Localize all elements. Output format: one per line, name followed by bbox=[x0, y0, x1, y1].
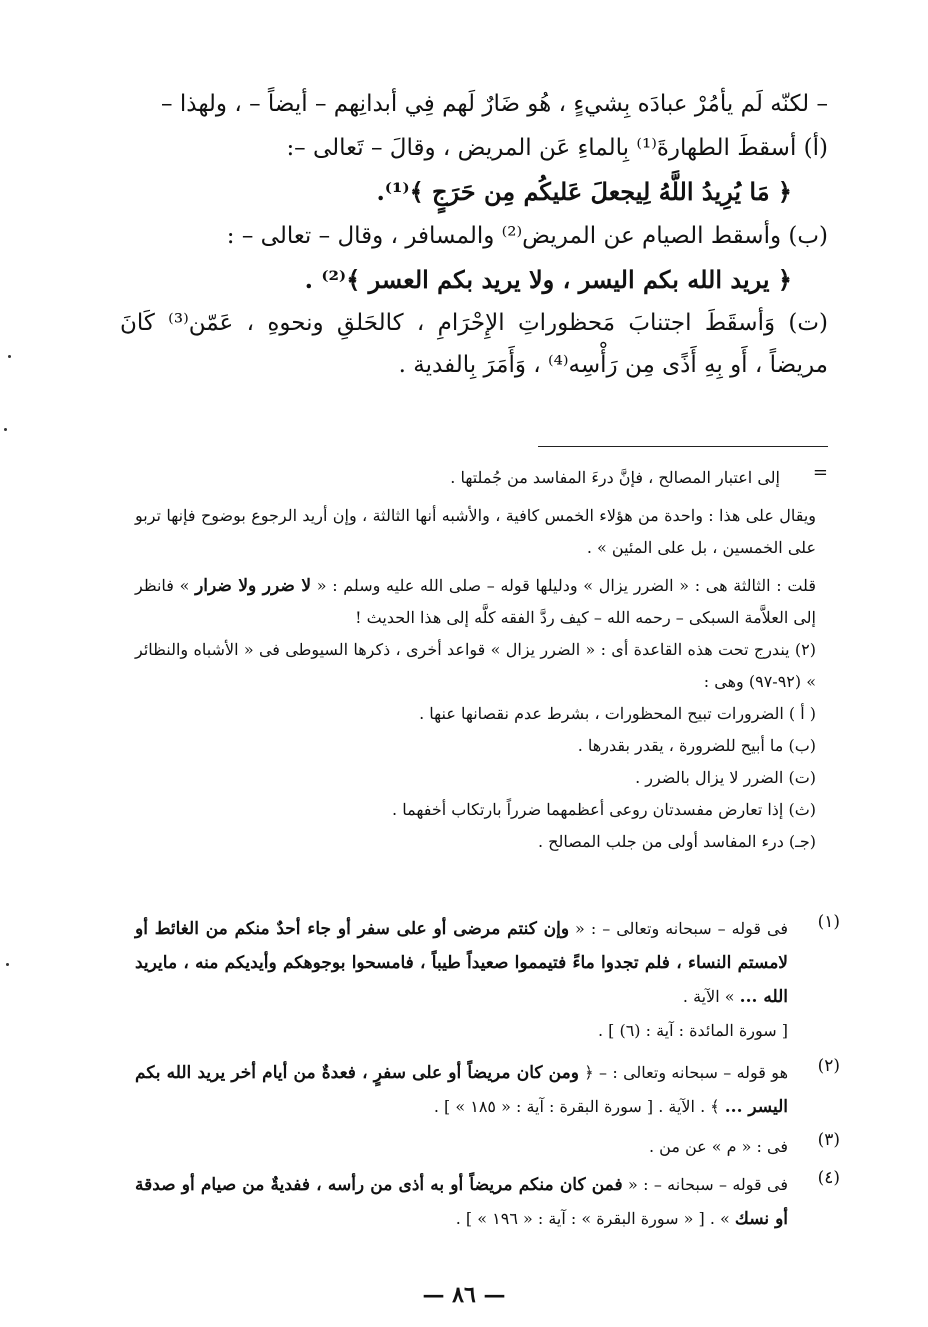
note-para-2: ويقال على هذا : واحدة من هؤلاء الخمس كافية ، والأشبه أنها الثالثة ، وإن أريد الرجوع بوضوح فإنها تربو على الخمسين ، بل على المئين » . bbox=[135, 506, 817, 557]
note-line-9: (جـ) درء المفاسد أولى من جلب المصالح . bbox=[537, 832, 816, 851]
footnote-4-plain: فى قوله – سبحانه – : « bbox=[627, 1175, 788, 1194]
footnote-number-4: (٤) bbox=[817, 1168, 840, 1188]
scan-speck bbox=[4, 428, 7, 431]
main-line-2: (أ) أسقطَ الطهارةَ⁽¹⁾ بِالماءِ عَن المريض ، وقالَ – تَعالى –: bbox=[286, 135, 828, 161]
main-line-1: – لكنّه لَم يأمُرْ عبادَه بِشيءٍ ، هُو ضَارٌ لَهم فِي أبدانِهم – أيضاً – ، ولهذا – bbox=[161, 91, 828, 117]
notes-block bbox=[135, 462, 840, 858]
note-para-4: (٢) يندرج تحت هذه القاعدة أى : « الضرر يزال » قواعد أخرى ، ذكرها السيوطى فى « الأشباه والنظائر » (٩٢-٩٧) وهى : bbox=[135, 640, 816, 691]
footnote-1-ref: [ سورة المائدة : آية : (٦) ] . bbox=[597, 1021, 788, 1040]
note-line-8: (ث) إذا تعارض مفسدتان روعى أعظمهما ضرراً بارتكاب أخفهما . bbox=[392, 800, 816, 819]
footnote-3-plain: فى : « م » عن من . bbox=[648, 1137, 788, 1156]
footnote-2-plain: هو قوله – سبحانه وتعالى : – ﴿ bbox=[584, 1063, 789, 1082]
footnote-1-plain: فى قوله – سبحانه وتعالى – : « bbox=[575, 919, 788, 938]
footnote-4 bbox=[135, 1168, 788, 1236]
footnote-2-plain-end: ﴾ . الآية . [ سورة البقرة : آية : « ١٨٥ » ] . bbox=[433, 1097, 720, 1116]
page-number: — ٨٦ — bbox=[422, 1282, 506, 1308]
note-line-5: ( أ ) الضرورات تبيح المحظورات ، بشرط عدم نقصانها عنها . bbox=[419, 704, 816, 723]
verse-2: ﴿ يريد الله بكم اليسر ، ولا يريد بكم العسر ﴾⁽²⁾ . bbox=[304, 265, 792, 294]
paragraph-t: (ت) وَأسقَطَ اجتنابَ مَحظوراتِ الإِحْرَامِ ، كالحَلقِ ونحوهِ ، عَمّن⁽³⁾ كَانَ مريضاً ، أَو بِهِ أَذًى مِن رَأْسِه⁽⁴⁾ ، وَأَمَرَ بِالفدية . bbox=[120, 310, 829, 378]
footnote-2 bbox=[135, 1056, 788, 1124]
note-para-3 bbox=[135, 570, 840, 634]
footnote-1-plain-end: » الآية . bbox=[682, 987, 735, 1006]
main-line-3: (ب) وأسقط الصيام عن المريض⁽²⁾ والمسافر ، وقال – تعالى – : bbox=[226, 223, 828, 249]
footnote-2-quote: ومن كان مريضاً أو على سفرٍ ، فعدةٌ من أيام أخر يريد الله بكم اليسر ... bbox=[135, 1063, 788, 1117]
footnote-number-2: (٢) bbox=[817, 1056, 840, 1076]
note-line-6: (ب) ما أبيح للضرورة ، يقدر بقدرها . bbox=[577, 736, 816, 755]
footnote-3 bbox=[135, 1130, 788, 1163]
footnote-number-3: (٣) bbox=[817, 1130, 840, 1150]
footnote-separator bbox=[538, 446, 828, 447]
footnote-number-1: (١) bbox=[817, 912, 840, 932]
footnote-1-quote: وإن كنتم مرضى أو على سفر أو جاء أحدٌ منكم من الغائط أو لامستم النساء ، فلم تجدوا ماءً فتيمموا صعيداً طيباً ، فامسحوا بوجوهكم وأيديكم منه ، مايريد الله ... bbox=[135, 919, 788, 1007]
note-line-7: (ت) الضرر لا يزال بالضرر . bbox=[635, 768, 816, 787]
verse-1: ﴿ مَا يُرِيدُ اللَّهُ لِيجعلَ عَليكُم مِن حَرَجٍ ﴾⁽¹⁾. bbox=[376, 177, 792, 206]
footnote-4-plain-end: » . [ « سورة البقرة » : آية : « ١٩٦ » ] . bbox=[455, 1209, 730, 1228]
note-3-plain: قلت : الثالثة هى : « الضرر يزال » ودليلها قوله – صلى الله عليه وسلم : « bbox=[316, 576, 816, 595]
footnote-4-quote: فمن كان منكم مريضاً أو به أذى من رأسه ، ففديةٌ من صيام أو صدقة أو نسك bbox=[135, 1175, 788, 1229]
note-3-bold: لا ضرر ولا ضرار bbox=[195, 576, 312, 596]
note-3-rest: » فانظر إلى العلاَّمة السبكى – رحمه الله – كيف ردَّ الفقه كلَّه إلى هذا الحديث ! bbox=[135, 576, 816, 627]
continuation-mark: = bbox=[812, 462, 828, 483]
scan-speck bbox=[8, 355, 11, 358]
main-text bbox=[120, 82, 828, 386]
scan-speck bbox=[6, 963, 9, 966]
note-line-1: إلى اعتبار المصالح ، فإنَّ درءَ المفاسد من جُملتها . bbox=[450, 468, 780, 487]
footnote-1 bbox=[135, 912, 788, 1047]
